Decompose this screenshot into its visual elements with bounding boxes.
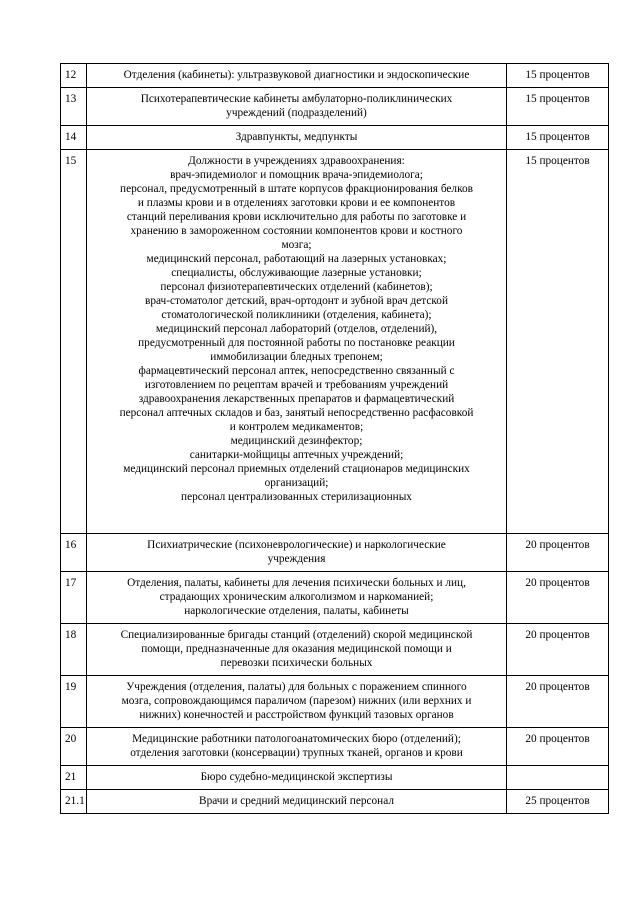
row-description — [87, 64, 507, 88]
table-row — [61, 790, 609, 814]
row-allowance: 15 процентов — [507, 150, 609, 534]
description-line: отделения заготовки (консервации) трупных тканей, органов и крови — [130, 747, 463, 759]
row-description — [87, 766, 507, 790]
table-row — [61, 534, 609, 572]
description-line: санитарки-мойщицы аптечных учреждений; — [189, 449, 404, 461]
description-line: медицинский персонал лабораторий (отделов, отделений), — [155, 323, 438, 335]
description-line: и контролем медикаментов; — [229, 421, 364, 433]
description-line: нижних) конечностей и расстройством функций тазовых органов — [139, 709, 454, 721]
table-row — [61, 64, 609, 88]
table-row — [61, 624, 609, 676]
description-line: Бюро судебно-медицинской экспертизы — [200, 771, 393, 783]
description-line: Врачи и средний медицинский персонал — [199, 795, 394, 807]
row-allowance: 15 процентов — [507, 88, 609, 126]
description-line: здравоохранения лекарственных препаратов и фармацевтический — [138, 393, 455, 405]
description-line: Должности в учреждениях здравоохранения: — [188, 155, 405, 167]
row-number: 17 — [61, 572, 87, 624]
row-number: 13 — [61, 88, 87, 126]
description-line: Медицинские работники патологоанатомических бюро (отделений); — [132, 733, 461, 745]
description-line: перевозки психически больных — [220, 657, 373, 669]
description-line: персонал аптечных складов и баз, занятый непосредственно расфасовкой — [119, 407, 474, 419]
table-row — [61, 572, 609, 624]
row-allowance: 15 процентов — [507, 126, 609, 150]
allowance-table — [60, 63, 609, 814]
table-row — [61, 728, 609, 766]
row-number: 18 — [61, 624, 87, 676]
description-line: персонал физиотерапевтических отделений (кабинетов); — [160, 281, 433, 293]
description-line: Специализированные бригады станций (отделений) скорой медицинской — [120, 629, 473, 641]
description-line: врач-стоматолог детский, врач-ортодонт и зубной врач детской — [145, 295, 448, 307]
description-line: иммобилизации бледных трепонем; — [210, 351, 383, 363]
description-line: стоматологической поликлиники (отделения, кабинета); — [161, 309, 432, 321]
description-line: медицинский персонал приемных отделений стационаров медицинских — [123, 463, 470, 475]
row-allowance: 15 процентов — [507, 64, 609, 88]
row-number: 21.1 — [61, 790, 87, 814]
description-line: Здравпункты, медпункты — [235, 131, 358, 143]
description-line: медицинский персонал, работающий на лазерных установках; — [146, 253, 447, 265]
table-row — [61, 150, 609, 534]
row-allowance: 25 процентов — [507, 790, 609, 814]
description-line: организаций; — [264, 477, 329, 489]
row-description — [87, 126, 507, 150]
description-line: Психиатрические (психоневрологические) и наркологические — [147, 539, 446, 551]
table-row — [61, 126, 609, 150]
description-line: Отделения, палаты, кабинеты для лечения психически больных и лиц, — [127, 577, 466, 589]
description-line: помощи, предназначенные для оказания медицинской помощи и — [141, 643, 452, 655]
row-number: 16 — [61, 534, 87, 572]
row-allowance: 20 процентов — [507, 676, 609, 728]
description-line: и плазмы крови и в отделениях заготовки крови и ее компонентов — [137, 197, 456, 209]
table-row — [61, 766, 609, 790]
description-line: наркологические отделения, палаты, кабинеты — [184, 605, 409, 617]
description-line: изготовлением по рецептам врачей и требованиям учреждений — [144, 379, 449, 391]
row-number: 14 — [61, 126, 87, 150]
row-description — [87, 150, 507, 534]
description-line: Психотерапевтические кабинеты амбулаторно-поликлинических — [140, 93, 453, 105]
row-number: 19 — [61, 676, 87, 728]
description-line: учреждения — [267, 553, 326, 565]
description-line: Учреждения (отделения, палаты) для больных с поражением спинного — [126, 681, 467, 693]
table-body — [61, 64, 609, 814]
description-line: персонал, предусмотренный в штате корпусов фракционирования белков — [120, 183, 473, 195]
row-allowance: 20 процентов — [507, 624, 609, 676]
row-description — [87, 728, 507, 766]
description-line: страдающих хроническим алкоголизмом и наркоманией; — [159, 591, 434, 603]
table-row — [61, 676, 609, 728]
row-number: 12 — [61, 64, 87, 88]
row-allowance: 20 процентов — [507, 572, 609, 624]
description-line: специалисты, обслуживающие лазерные установки; — [171, 267, 422, 279]
table-row — [61, 88, 609, 126]
row-description — [87, 534, 507, 572]
description-line: хранению в замороженном состоянии компонентов крови и костного — [130, 225, 463, 237]
row-number: 20 — [61, 728, 87, 766]
row-description — [87, 572, 507, 624]
row-allowance: 20 процентов — [507, 534, 609, 572]
description-line: Отделения (кабинеты): ультразвуковой диагностики и эндоскопические — [123, 69, 470, 81]
row-description — [87, 676, 507, 728]
description-line: фармацевтический персонал аптек, непосредственно связанный с — [138, 365, 455, 377]
row-description — [87, 88, 507, 126]
row-allowance: 20 процентов — [507, 728, 609, 766]
row-number: 21 — [61, 766, 87, 790]
description-line: учреждений (подразделений) — [226, 107, 367, 119]
description-line: мозга; — [281, 239, 312, 251]
description-line: персонал централизованных стерилизационных — [181, 491, 412, 503]
description-line: предусмотренный для постоянной работы по постановке реакции — [138, 337, 455, 349]
description-line: мозга, сопровождающимся параличом (парезом) нижних (или верхних и — [121, 695, 472, 707]
row-description — [87, 624, 507, 676]
description-line: медицинский дезинфектор; — [230, 435, 363, 447]
row-number: 15 — [61, 150, 87, 534]
description-line: станций переливания крови исключительно для работы по заготовке и — [126, 211, 467, 223]
row-description — [87, 790, 507, 814]
description-line: врач-эпидемиолог и помощник врача-эпидемиолога; — [170, 169, 423, 181]
row-allowance — [507, 766, 609, 790]
